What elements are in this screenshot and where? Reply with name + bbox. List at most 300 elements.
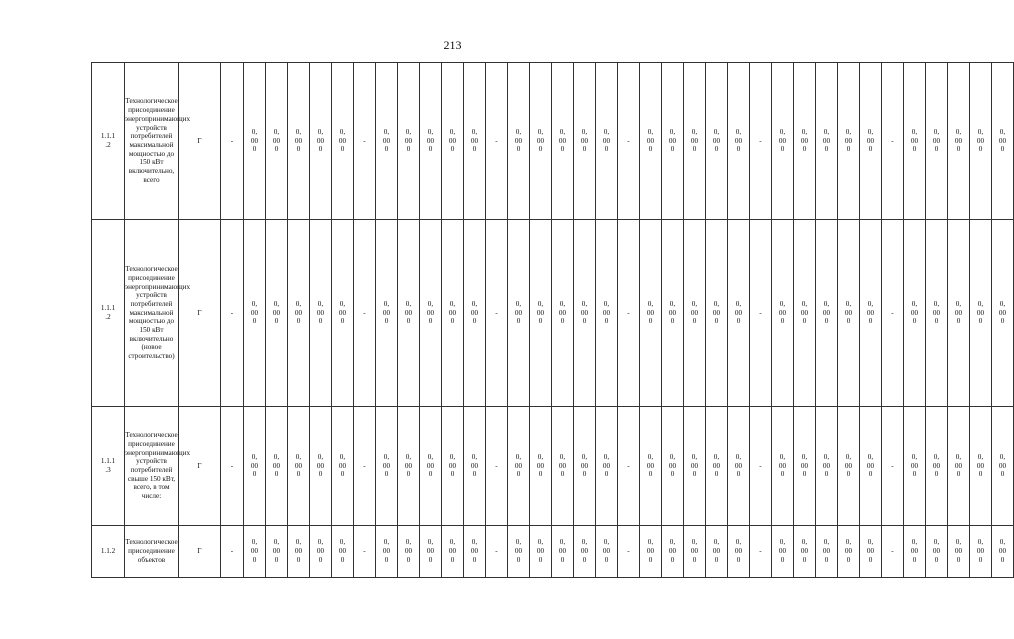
value-line: 0: [846, 317, 851, 326]
value-cell: [288, 407, 310, 526]
value-cell: [596, 526, 618, 578]
value-line: 00: [646, 547, 655, 556]
value-line: 0,: [603, 299, 610, 308]
value-line: 00: [778, 308, 787, 317]
value-line: 0,: [999, 538, 1006, 547]
value-line: 0,: [603, 452, 610, 461]
value-cell: [706, 63, 728, 220]
value-line: 0,: [251, 127, 258, 136]
value-line: 0,: [867, 299, 874, 308]
value-cell: [948, 407, 970, 526]
value-line: 0,: [339, 127, 346, 136]
value-line: 0: [428, 145, 433, 154]
dash-cell: -: [750, 220, 772, 407]
value-line: 0,: [713, 538, 720, 547]
value-line: 0: [802, 555, 807, 564]
table-row: [92, 407, 1014, 526]
value-line: 0: [912, 555, 917, 564]
value-line: 0: [648, 145, 653, 154]
value-cell: [772, 220, 794, 407]
value-line: 00: [558, 547, 567, 556]
value-cell: [860, 526, 882, 578]
value-cell: [530, 407, 552, 526]
value-cell: [794, 526, 816, 578]
value-line: 00: [954, 136, 963, 145]
value-line: 00: [822, 547, 831, 556]
value-line: 0: [516, 555, 521, 564]
row-number: [92, 526, 125, 578]
value-line: 0: [780, 555, 785, 564]
value-line: 0: [560, 555, 565, 564]
value-line: 0: [516, 145, 521, 154]
dash-cell: -: [882, 407, 904, 526]
value-line: 00: [668, 308, 677, 317]
value-cell: [376, 220, 398, 407]
value-line: 0: [868, 317, 873, 326]
value-cell: [838, 63, 860, 220]
dash-cell: -: [354, 220, 376, 407]
value-line: 0,: [691, 299, 698, 308]
value-line: 0: [824, 317, 829, 326]
value-cell: [244, 220, 266, 407]
value-line: 0,: [955, 299, 962, 308]
value-line: 00: [690, 308, 699, 317]
value-line: 0: [692, 145, 697, 154]
value-cell: [926, 407, 948, 526]
row-number: [92, 63, 125, 220]
value-line: 0: [846, 555, 851, 564]
value-line: 00: [294, 461, 303, 470]
value-line: 0: [692, 317, 697, 326]
value-line: 0: [978, 555, 983, 564]
value-line: 0,: [823, 127, 830, 136]
value-line: 0,: [339, 452, 346, 461]
value-line: 0,: [801, 452, 808, 461]
value-line: 00: [734, 547, 743, 556]
value-line: 0: [648, 317, 653, 326]
value-line: 0: [846, 470, 851, 479]
value-line: 0,: [603, 538, 610, 547]
value-line: 0,: [449, 538, 456, 547]
value-line: 00: [448, 136, 457, 145]
value-line: 0: [802, 145, 807, 154]
value-line: 00: [866, 308, 875, 317]
value-line: 0: [296, 145, 301, 154]
value-line: 00: [800, 547, 809, 556]
value-line: 0,: [647, 127, 654, 136]
value-line: 0,: [383, 127, 390, 136]
value-line: 0,: [647, 299, 654, 308]
row-name: Технологическое присоединение энергопринимающих устройств потребителей максимальной мощностью до 150 кВт включительно, всего: [125, 63, 179, 220]
value-line: 0,: [251, 299, 258, 308]
value-line: 00: [448, 461, 457, 470]
value-line: 0: [934, 555, 939, 564]
value-line: 0,: [867, 452, 874, 461]
value-line: 00: [998, 461, 1007, 470]
value-cell: [508, 407, 530, 526]
value-line: 00: [470, 136, 479, 145]
value-line: 0: [428, 555, 433, 564]
value-line: 0,: [779, 299, 786, 308]
value-line: 0,: [735, 127, 742, 136]
value-line: 00: [250, 136, 259, 145]
value-line: 0: [428, 317, 433, 326]
value-line: 00: [404, 547, 413, 556]
value-line: 0: [384, 470, 389, 479]
value-line: 0: [274, 317, 279, 326]
value-line: 00: [470, 547, 479, 556]
value-line: 00: [338, 547, 347, 556]
value-line: 0: [824, 555, 829, 564]
value-line: 00: [294, 136, 303, 145]
value-cell: [376, 526, 398, 578]
value-line: 00: [844, 136, 853, 145]
value-line: 0: [516, 317, 521, 326]
value-cell: [860, 220, 882, 407]
value-line: 00: [602, 547, 611, 556]
value-line: 0,: [449, 299, 456, 308]
value-line: 0: [604, 145, 609, 154]
value-line: 0: [384, 145, 389, 154]
value-line: 0: [714, 145, 719, 154]
value-cell: [816, 220, 838, 407]
value-line: 0,: [933, 452, 940, 461]
row-name: Технологическое присоединение объектов: [125, 526, 179, 578]
value-line: 0,: [647, 452, 654, 461]
value-line: 00: [448, 308, 457, 317]
dash-cell: -: [750, 526, 772, 578]
value-line: 0,: [933, 538, 940, 547]
value-line: 00: [976, 308, 985, 317]
value-line: 00: [976, 547, 985, 556]
value-line: 0,: [823, 538, 830, 547]
value-cell: [332, 220, 354, 407]
value-line: 0: [406, 317, 411, 326]
value-line: 0: [736, 145, 741, 154]
dash-cell: -: [618, 407, 640, 526]
value-line: 00: [712, 136, 721, 145]
value-line: 0,: [295, 452, 302, 461]
value-cell: [266, 526, 288, 578]
value-line: 0,: [515, 538, 522, 547]
value-cell: [838, 407, 860, 526]
value-line: 0: [978, 145, 983, 154]
value-line: 0,: [273, 452, 280, 461]
value-cell: [310, 63, 332, 220]
value-cell: [948, 63, 970, 220]
value-cell: [970, 526, 992, 578]
value-line: 00: [338, 461, 347, 470]
value-line: 0: [692, 470, 697, 479]
value-cell: [970, 220, 992, 407]
value-line: 0: [472, 145, 477, 154]
value-line: 0,: [735, 452, 742, 461]
value-line: 0,: [669, 299, 676, 308]
value-line: 0: [538, 555, 543, 564]
value-line: 00: [668, 136, 677, 145]
value-cell: [530, 220, 552, 407]
value-cell: [816, 526, 838, 578]
value-line: 00: [294, 308, 303, 317]
value-line: 0,: [427, 452, 434, 461]
value-line: 0: [274, 555, 279, 564]
value-line: 00: [712, 547, 721, 556]
value-line: 0: [450, 317, 455, 326]
value-line: 00: [646, 461, 655, 470]
value-line: 00: [932, 136, 941, 145]
value-cell: [332, 63, 354, 220]
value-line: 0: [450, 470, 455, 479]
value-line: 00: [668, 547, 677, 556]
value-line: 00: [822, 136, 831, 145]
value-line: 0: [670, 317, 675, 326]
value-line: 0,: [647, 538, 654, 547]
value-cell: [904, 526, 926, 578]
value-cell: [266, 407, 288, 526]
value-line: 0: [252, 145, 257, 154]
value-line: 0: [846, 145, 851, 154]
value-line: 0: [868, 145, 873, 154]
value-line: 0,: [911, 452, 918, 461]
value-line: 0: [252, 555, 257, 564]
value-line: 0: [934, 317, 939, 326]
value-cell: [310, 407, 332, 526]
value-line: 00: [382, 547, 391, 556]
value-line: 0: [934, 145, 939, 154]
value-line: 0,: [405, 127, 412, 136]
value-cell: [442, 407, 464, 526]
value-cell: [464, 407, 486, 526]
table-row: [92, 63, 1014, 220]
value-cell: [860, 63, 882, 220]
dash-cell: -: [354, 407, 376, 526]
dash-cell: -: [486, 220, 508, 407]
value-line: 0,: [977, 127, 984, 136]
value-line: 0: [296, 555, 301, 564]
value-line: 0,: [317, 538, 324, 547]
value-line: 0: [736, 317, 741, 326]
value-line: 00: [800, 461, 809, 470]
value-line: 00: [998, 136, 1007, 145]
value-line: 0,: [537, 127, 544, 136]
value-cell: [640, 220, 662, 407]
value-line: 0,: [559, 452, 566, 461]
value-line: 0,: [977, 538, 984, 547]
value-line: 0,: [801, 538, 808, 547]
row-number-line: 1.1.1: [100, 132, 116, 141]
value-cell: [244, 63, 266, 220]
value-cell: [508, 63, 530, 220]
value-line: 00: [514, 308, 523, 317]
value-line: 0: [714, 470, 719, 479]
value-line: 00: [602, 136, 611, 145]
row-number: [92, 220, 125, 407]
value-line: 00: [646, 308, 655, 317]
value-cell: [948, 220, 970, 407]
value-cell: [728, 63, 750, 220]
value-line: 0: [780, 145, 785, 154]
value-line: 0: [736, 470, 741, 479]
value-line: 0: [274, 145, 279, 154]
value-line: 00: [536, 461, 545, 470]
value-line: 0: [384, 317, 389, 326]
value-line: 00: [580, 547, 589, 556]
value-line: 0: [648, 470, 653, 479]
value-cell: [398, 63, 420, 220]
table-row: [92, 526, 1014, 578]
value-cell: [574, 526, 596, 578]
value-line: 00: [932, 547, 941, 556]
value-cell: [398, 526, 420, 578]
value-cell: [640, 407, 662, 526]
value-line: 0: [978, 317, 983, 326]
value-line: 00: [272, 308, 281, 317]
value-line: 0: [1000, 470, 1005, 479]
value-line: 0: [252, 470, 257, 479]
value-cell: [728, 407, 750, 526]
value-line: 0: [538, 470, 543, 479]
value-cell: [684, 63, 706, 220]
value-line: 00: [976, 136, 985, 145]
value-line: 0,: [383, 299, 390, 308]
value-line: 0: [648, 555, 653, 564]
value-line: 00: [778, 461, 787, 470]
value-line: 0: [956, 555, 961, 564]
value-cell: [684, 526, 706, 578]
value-line: 0,: [713, 299, 720, 308]
value-line: 00: [646, 136, 655, 145]
value-cell: [926, 526, 948, 578]
value-line: 0,: [735, 538, 742, 547]
value-line: 00: [514, 461, 523, 470]
value-line: 0,: [515, 452, 522, 461]
value-cell: [970, 63, 992, 220]
value-line: 0: [604, 317, 609, 326]
row-unit: Г: [179, 220, 221, 407]
value-line: 0,: [405, 452, 412, 461]
value-line: 0,: [735, 299, 742, 308]
value-line: 00: [536, 547, 545, 556]
value-line: 0,: [691, 538, 698, 547]
value-cell: [574, 407, 596, 526]
value-line: 00: [822, 461, 831, 470]
data-table: [91, 62, 1014, 578]
value-line: 0,: [845, 452, 852, 461]
dash-cell: -: [618, 526, 640, 578]
value-line: 00: [844, 308, 853, 317]
value-cell: [684, 220, 706, 407]
value-line: 0: [318, 470, 323, 479]
value-line: 00: [668, 461, 677, 470]
value-cell: [904, 220, 926, 407]
value-line: 0,: [427, 538, 434, 547]
value-cell: [266, 220, 288, 407]
value-line: 0: [956, 470, 961, 479]
value-line: 00: [866, 547, 875, 556]
value-line: 0,: [251, 452, 258, 461]
value-line: 0,: [537, 538, 544, 547]
value-line: 00: [272, 461, 281, 470]
value-line: 00: [734, 461, 743, 470]
value-line: 0,: [581, 127, 588, 136]
value-line: 00: [404, 136, 413, 145]
value-line: 0: [582, 470, 587, 479]
value-line: 0: [1000, 145, 1005, 154]
value-cell: [398, 407, 420, 526]
value-cell: [904, 407, 926, 526]
value-cell: [640, 526, 662, 578]
value-cell: [992, 63, 1014, 220]
value-line: 0: [450, 555, 455, 564]
value-line: 0,: [339, 299, 346, 308]
dash-cell: -: [618, 220, 640, 407]
value-line: 00: [536, 136, 545, 145]
dash-cell: -: [486, 526, 508, 578]
value-line: 0,: [867, 127, 874, 136]
table-row: [92, 220, 1014, 407]
value-cell: [420, 407, 442, 526]
value-line: 0: [582, 555, 587, 564]
dash-cell: -: [882, 526, 904, 578]
value-line: 0,: [669, 452, 676, 461]
value-line: 0,: [823, 452, 830, 461]
value-line: 0: [560, 317, 565, 326]
value-line: 0: [604, 555, 609, 564]
value-line: 0,: [581, 299, 588, 308]
value-line: 00: [690, 136, 699, 145]
value-cell: [464, 220, 486, 407]
value-cell: [398, 220, 420, 407]
value-line: 00: [404, 461, 413, 470]
value-line: 00: [910, 136, 919, 145]
value-line: 0,: [383, 538, 390, 547]
value-line: 00: [250, 308, 259, 317]
value-cell: [420, 63, 442, 220]
value-line: 0: [1000, 317, 1005, 326]
value-line: 00: [998, 308, 1007, 317]
value-line: 00: [250, 461, 259, 470]
value-line: 0: [538, 317, 543, 326]
value-cell: [904, 63, 926, 220]
value-line: 0,: [955, 452, 962, 461]
value-line: 0: [318, 555, 323, 564]
value-cell: [464, 63, 486, 220]
value-line: 00: [690, 461, 699, 470]
value-cell: [992, 526, 1014, 578]
value-line: 0: [956, 145, 961, 154]
value-line: 0,: [581, 538, 588, 547]
value-line: 0: [406, 555, 411, 564]
value-line: 00: [778, 136, 787, 145]
value-line: 00: [778, 547, 787, 556]
row-number-line: .2: [105, 141, 111, 149]
value-line: 0,: [669, 127, 676, 136]
value-line: 0,: [999, 127, 1006, 136]
value-line: 0,: [779, 452, 786, 461]
dash-cell: -: [486, 407, 508, 526]
value-line: 0,: [911, 299, 918, 308]
dash-cell: -: [221, 220, 244, 407]
value-cell: [838, 526, 860, 578]
value-line: 00: [866, 136, 875, 145]
value-line: 0: [340, 145, 345, 154]
value-line: 00: [910, 308, 919, 317]
value-line: 0,: [955, 538, 962, 547]
value-line: 0,: [713, 452, 720, 461]
value-line: 0,: [559, 127, 566, 136]
value-line: 0,: [251, 538, 258, 547]
value-cell: [926, 220, 948, 407]
